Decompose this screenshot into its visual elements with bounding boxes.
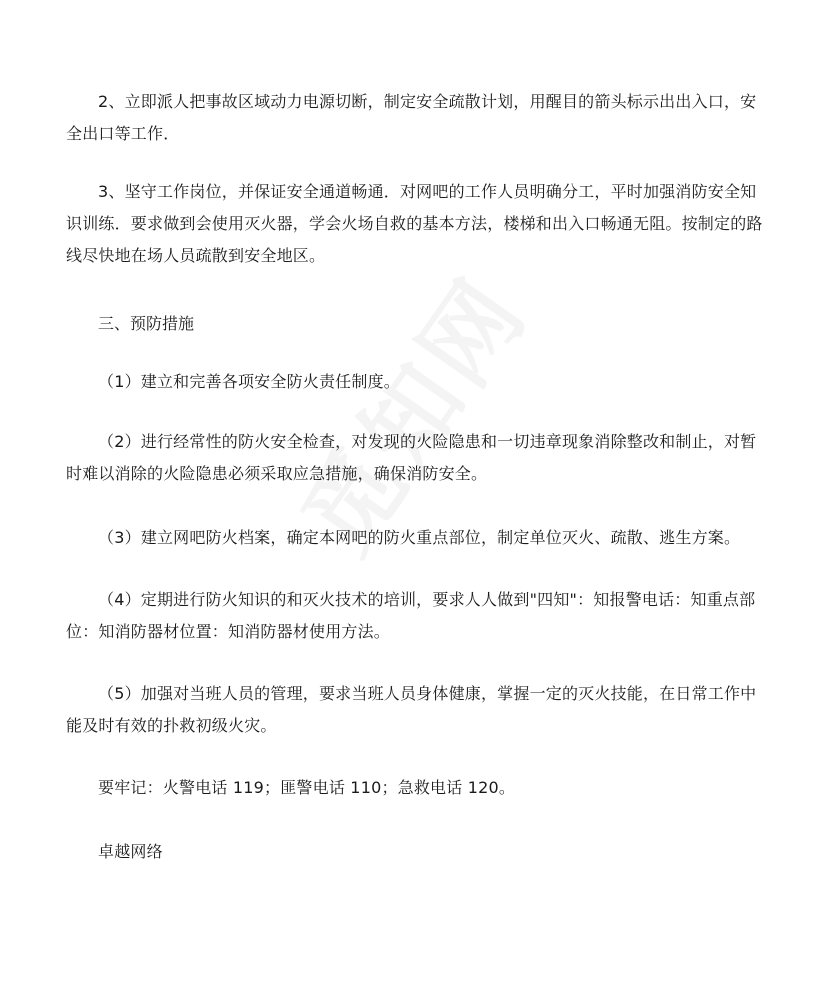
paragraph-measure-2: （2）进行经常性的防火安全检查，对发现的火险隐患和一切违章现象消除整改和制止，对暂时难以消除的火险隐患必须采取应急措施，确保消防安全。 <box>66 432 757 483</box>
paragraph-step-3: 3、坚守工作岗位，并保证安全通道畅通．对网吧的工作人员明确分工，平时加强消防安全知识训练．要求做到会使用灭火器，学会火场自救的基本方法，楼梯和出入口畅通无阻。按制定的路线尽快地在场人员疏散到安全地区。 <box>66 182 763 265</box>
paragraph-measure-3: （3）建立网吧防火档案，确定本网吧的防火重点部位，制定单位灭火、疏散、逃生方案。 <box>98 528 741 547</box>
paragraph-measure-5: （5）加强对当班人员的管理，要求当班人员身体健康，掌握一定的灭火技能，在日常工作中能及时有效的扑救初级火灾。 <box>66 684 757 735</box>
paragraph-phone-numbers: 要牢记：火警电话 119；匪警电话 110；急救电话 120。 <box>98 778 516 797</box>
paragraph-measure-4: （4）定期进行防火知识的和灭火技术的培训，要求人人做到"四知"：知报警电话：知重点部位：知消防器材位置：知消防器材使用方法。 <box>66 590 756 641</box>
paragraph-signature: 卓越网络 <box>98 842 163 861</box>
paragraph-step-2: 2、立即派人把事故区域动力电源切断，制定安全疏散计划，用醒目的箭头标示出出入口，安全出口等工作． <box>66 92 757 143</box>
section-heading-prevention: 三、预防措施 <box>98 314 195 333</box>
paragraph-measure-1: （1）建立和完善各项安全防火责任制度。 <box>98 372 400 391</box>
